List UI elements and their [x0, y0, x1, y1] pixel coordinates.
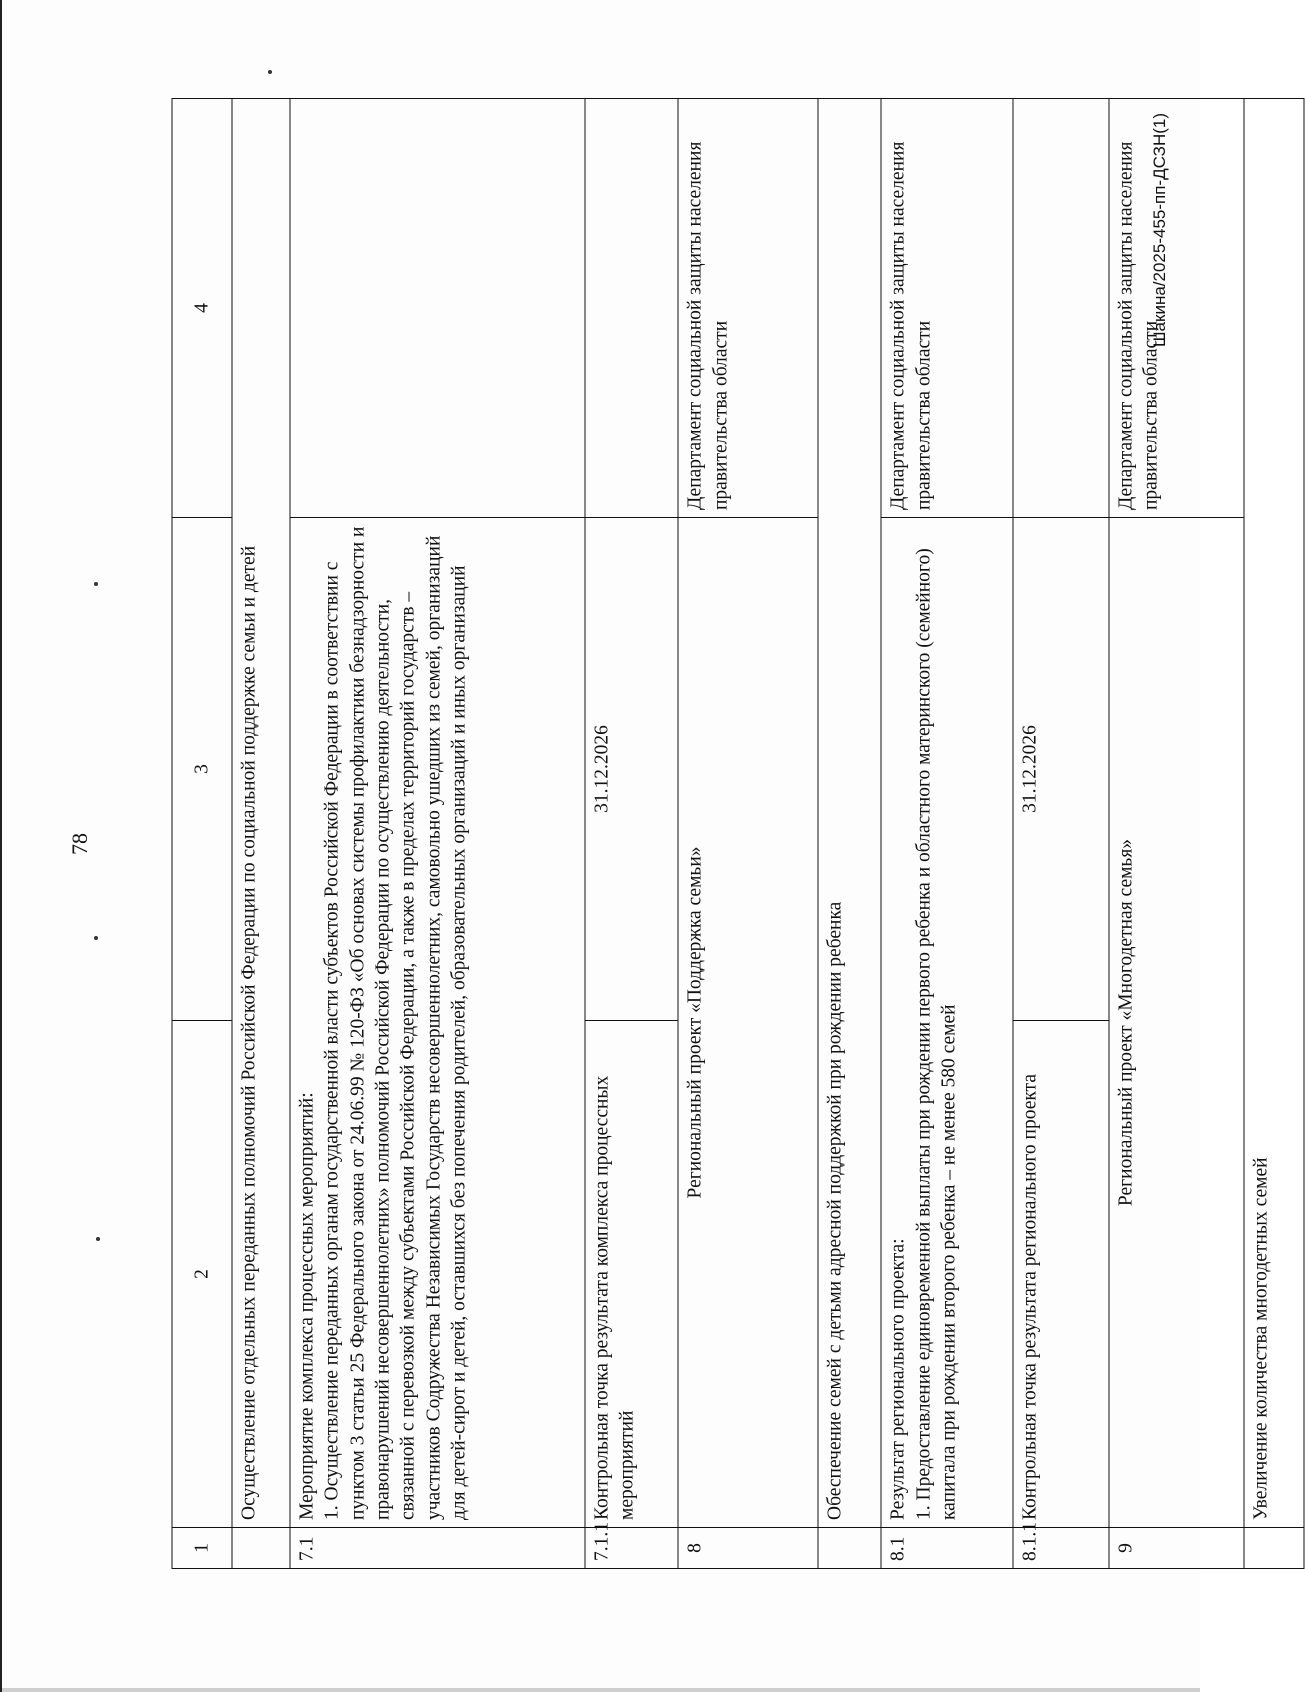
measures-table [172, 98, 1305, 1569]
row-text: Результат регионального проекта: 1. Предоставление единовременной выплаты при рождении первого ребенка и областного материнского (семейного) капитала при рождении второго ребенка – не менее 580 семей [881, 518, 1013, 1528]
page-number: 78 [67, 833, 92, 855]
row-text: Региональный проект «Многодетная семья» [1109, 518, 1243, 1528]
table-row [1109, 99, 1243, 1569]
rotated-table [172, 99, 1305, 1569]
row-number: 8.1.1 [1013, 1528, 1109, 1569]
row-number: 8.1 [881, 1528, 1013, 1569]
col-header-3: 3 [172, 518, 232, 1021]
row-number: 8 [678, 1528, 818, 1569]
col-header-1: 1 [172, 1528, 232, 1569]
scan-speck [268, 70, 272, 74]
table-row [1013, 99, 1109, 1569]
section-row [232, 99, 290, 1569]
row-responsible [1013, 99, 1109, 518]
row-number: 7.1 [290, 1528, 585, 1569]
row-text: Контрольная точка результата комплекса процессных мероприятий [585, 1021, 678, 1528]
row-text: Региональный проект «Поддержка семьи» [678, 518, 818, 1528]
row-responsible [290, 99, 585, 518]
scan-speck [96, 1237, 100, 1241]
col-header-4: 4 [172, 99, 232, 518]
row-date: 31.12.2026 [1013, 518, 1109, 1021]
table-row [585, 99, 678, 1569]
section-num-cell [1244, 1528, 1304, 1569]
section-row [818, 99, 881, 1569]
scan-speck [94, 582, 98, 586]
scan-edge [2, 1688, 1200, 1692]
row-responsible [585, 99, 678, 518]
table-row [881, 99, 1013, 1569]
section-title: Осуществление отдельных переданных полномочий Российской Федерации по социальной поддержке семьи и детей [232, 99, 290, 1528]
row-responsible: Департамент социальной защиты населения правительства области [1109, 99, 1243, 518]
table-row [290, 99, 585, 1569]
row-text: Мероприятие комплекса процессных мероприятий: 1. Осуществление переданных органам государственной власти субъектов Российской Федерации в соответствии с пунктом 3 статьи 25 Федерального закона от 24.06.99 № 120-ФЗ «Об основах системы профилактики безнадзорности и правонарушений несовершеннолетних» полномочий Российской Федерации по осуществлению деятельности, связанной с перевозкой между субъектами Российской Федерации, а также в пределах территорий государств – участников Содружества Независимых Государств несовершеннолетних, самовольно ушедших из семей, организаций для детей-сирот и детей, оставшихся без попечения родителей, образовательных организаций и иных организаций [290, 518, 585, 1528]
section-title: Увеличение количества многодетных семей [1244, 99, 1304, 1528]
table-row [678, 99, 818, 1569]
section-row [1244, 99, 1304, 1569]
row-number: 7.1.1 [585, 1528, 678, 1569]
section-num-cell [818, 1528, 881, 1569]
section-num-cell [232, 1528, 290, 1569]
row-responsible: Департамент социальной защиты населения правительства области [881, 99, 1013, 518]
section-title: Обеспечение семей с детьми адресной поддержкой при рождении ребенка [818, 99, 881, 1528]
document-code: Шакина/2025-455-пп-ДСЗН(1) [1150, 112, 1169, 348]
table-header-row [172, 99, 232, 1569]
scan-speck [94, 936, 98, 940]
row-responsible: Департамент социальной защиты населения правительства области [678, 99, 818, 518]
row-number: 9 [1109, 1528, 1243, 1569]
row-text: Контрольная точка результата регионального проекта [1013, 1021, 1109, 1528]
row-date: 31.12.2026 [585, 518, 678, 1021]
col-header-2: 2 [172, 1021, 232, 1528]
